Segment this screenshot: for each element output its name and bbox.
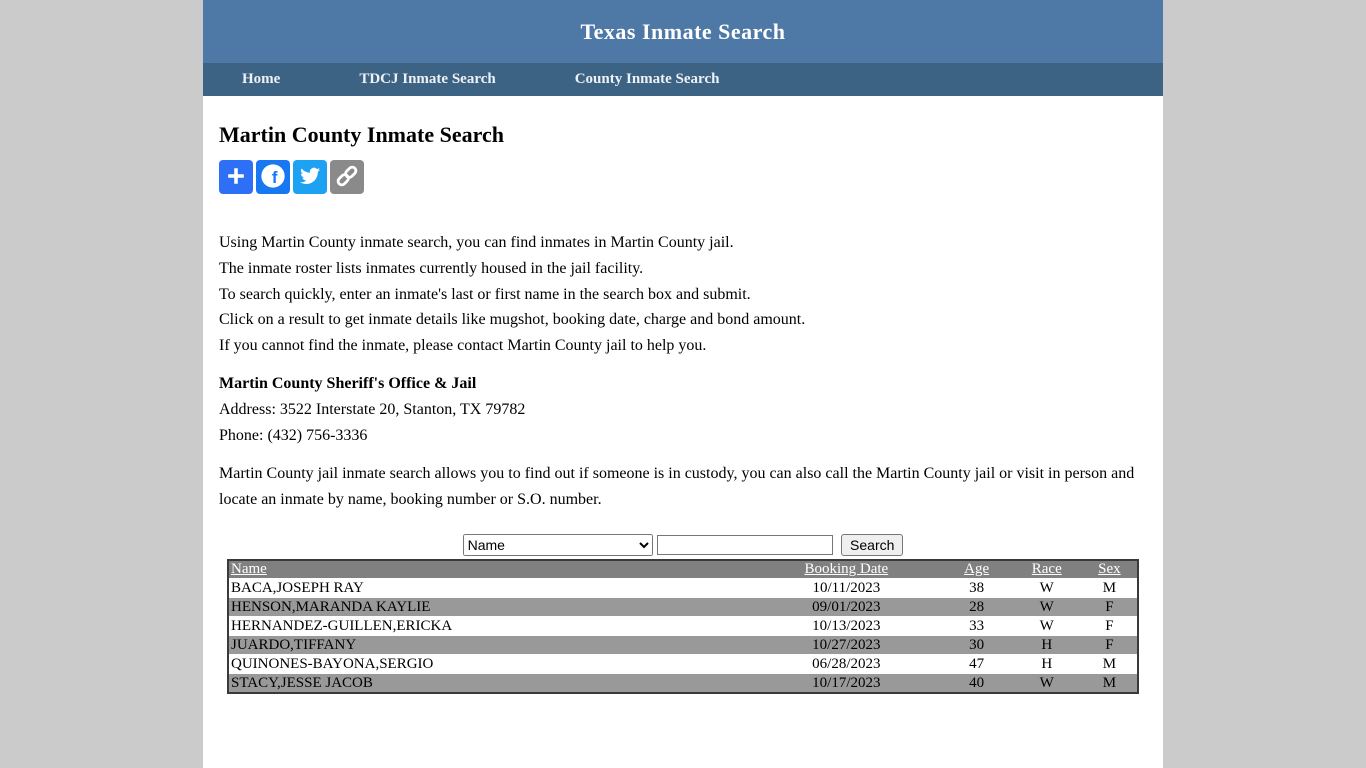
race-cell: W xyxy=(1012,617,1082,636)
booking-date-cell: 10/17/2023 xyxy=(751,674,941,693)
nav-home[interactable]: Home xyxy=(242,71,281,87)
table-row[interactable] xyxy=(228,598,1138,617)
facebook-icon xyxy=(259,162,287,193)
inmate-name-cell: QUINONES-BAYONA,SERGIO xyxy=(228,655,751,674)
sex-cell: M xyxy=(1082,579,1138,598)
intro-line: The inmate roster lists inmates currently housed in the jail facility. xyxy=(219,259,644,277)
sex-cell: F xyxy=(1082,636,1138,655)
inmate-name-cell: HENSON,MARANDA KAYLIE xyxy=(228,598,751,617)
table-row[interactable] xyxy=(228,636,1138,655)
page xyxy=(203,0,1163,768)
column-header-sex xyxy=(1082,560,1138,579)
office-name: Martin County Sheriff's Office & Jail xyxy=(219,374,477,392)
twitter-bird-icon xyxy=(299,165,321,190)
table-header-row xyxy=(228,560,1138,579)
intro-line: If you cannot find the inmate, please contact Martin County jail to help you. xyxy=(219,337,707,355)
booking-date-cell: 06/28/2023 xyxy=(751,655,941,674)
booking-date-cell: 09/01/2023 xyxy=(751,598,941,617)
sex-cell: M xyxy=(1082,655,1138,674)
booking-date-cell: 10/11/2023 xyxy=(751,579,941,598)
inmate-name-cell: BACA,JOSEPH RAY xyxy=(228,579,751,598)
inmate-table xyxy=(227,559,1139,694)
inmate-name-cell: HERNANDEZ-GUILLEN,ERICKA xyxy=(228,617,751,636)
intro-paragraph xyxy=(219,230,1147,359)
race-cell: W xyxy=(1012,598,1082,617)
main-navigation xyxy=(203,63,1163,96)
intro-line: Click on a result to get inmate details like mugshot, booking date, charge and bond amount. xyxy=(219,311,806,329)
share-buttons xyxy=(219,160,1147,194)
table-row[interactable] xyxy=(228,655,1138,674)
column-header-age xyxy=(942,560,1012,579)
sort-name-link[interactable]: Name xyxy=(231,561,267,578)
age-cell: 38 xyxy=(942,579,1012,598)
sex-cell: F xyxy=(1082,617,1138,636)
copy-link-button[interactable] xyxy=(330,160,364,194)
main-content xyxy=(203,122,1163,694)
column-header-race xyxy=(1012,560,1082,579)
office-address: Address: 3522 Interstate 20, Stanton, TX 79782 xyxy=(219,400,526,418)
sort-sex-link[interactable]: Sex xyxy=(1098,561,1121,578)
search-form xyxy=(219,534,1147,556)
search-field-select[interactable] xyxy=(463,534,653,556)
twitter-share-button[interactable] xyxy=(293,160,327,194)
link-icon xyxy=(334,163,360,192)
column-header-name xyxy=(228,560,751,579)
column-header-booking-date xyxy=(751,560,941,579)
sort-race-link[interactable]: Race xyxy=(1031,561,1062,578)
share-button[interactable] xyxy=(219,160,253,194)
table-row[interactable] xyxy=(228,674,1138,693)
nav-county-inmate-search[interactable]: County Inmate Search xyxy=(574,71,720,87)
office-info xyxy=(219,371,1147,448)
age-cell: 28 xyxy=(942,598,1012,617)
intro-line: Using Martin County inmate search, you can find inmates in Martin County jail. xyxy=(219,234,734,251)
race-cell: W xyxy=(1012,579,1082,598)
table-row[interactable] xyxy=(228,617,1138,636)
description-paragraph: Martin County jail inmate search allows you to find out if someone is in custody, you can also call the Martin County jail or visit in person and locate an inmate by name, booking number or S.O. number. xyxy=(219,465,1135,509)
age-cell: 30 xyxy=(942,636,1012,655)
inmate-name-cell: JUARDO,TIFFANY xyxy=(228,636,751,655)
age-cell: 47 xyxy=(942,655,1012,674)
sex-cell: M xyxy=(1082,674,1138,693)
office-phone: Phone: (432) 756-3336 xyxy=(219,426,368,444)
table-row[interactable] xyxy=(228,579,1138,598)
nav-tdcj-inmate-search[interactable]: TDCJ Inmate Search xyxy=(359,71,496,87)
inmate-name-cell: STACY,JESSE JACOB xyxy=(228,674,751,693)
svg-text:f: f xyxy=(271,167,278,187)
sort-age-link[interactable]: Age xyxy=(964,561,990,578)
age-cell: 33 xyxy=(942,617,1012,636)
intro-line: To search quickly, enter an inmate's last or first name in the search box and submit. xyxy=(219,285,751,303)
age-cell: 40 xyxy=(942,674,1012,693)
race-cell: H xyxy=(1012,655,1082,674)
sort-booking-date-link[interactable]: Booking Date xyxy=(804,561,889,578)
sex-cell: F xyxy=(1082,598,1138,617)
search-input[interactable] xyxy=(657,535,833,555)
facebook-share-button[interactable] xyxy=(256,160,290,194)
race-cell: H xyxy=(1012,636,1082,655)
site-title: Texas Inmate Search xyxy=(580,18,786,44)
race-cell: W xyxy=(1012,674,1082,693)
search-button[interactable]: Search xyxy=(841,534,903,556)
site-header xyxy=(203,0,1163,63)
booking-date-cell: 10/13/2023 xyxy=(751,617,941,636)
booking-date-cell: 10/27/2023 xyxy=(751,636,941,655)
page-title: Martin County Inmate Search xyxy=(219,122,504,147)
share-plus-icon xyxy=(224,164,248,191)
